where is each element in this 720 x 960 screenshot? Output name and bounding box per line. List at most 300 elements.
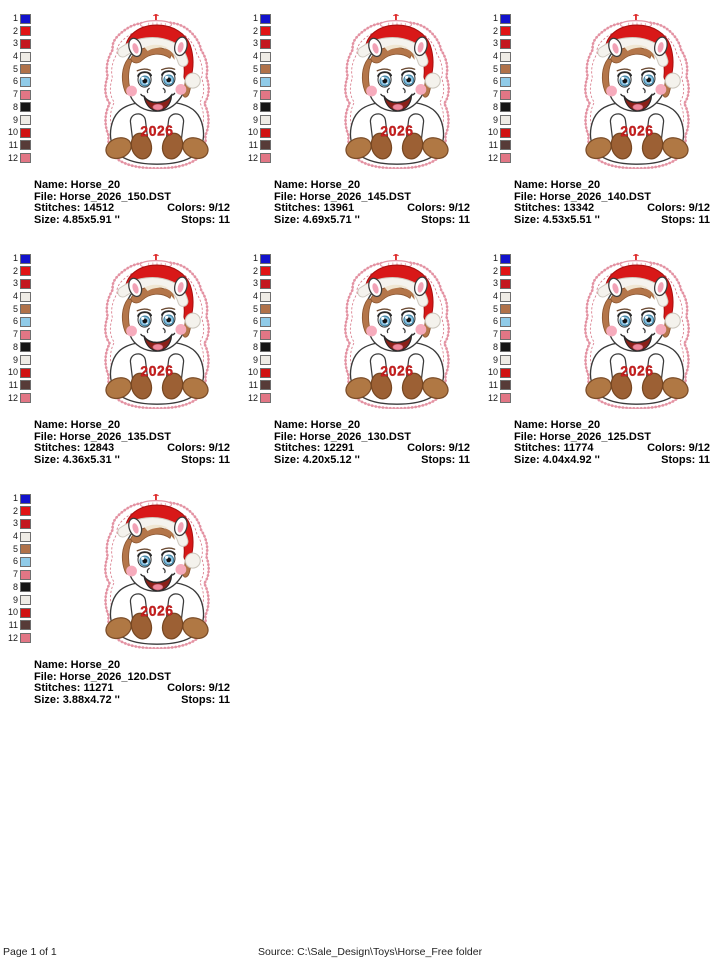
palette-row: [0, 367, 31, 378]
design-thumbnail[interactable]: [343, 252, 451, 410]
palette-row: [240, 89, 271, 100]
palette-row: [240, 367, 271, 378]
thread-color-swatch: [20, 620, 31, 630]
design-card: [0, 490, 240, 730]
stops-field: [181, 215, 230, 227]
thread-number: 12: [247, 152, 258, 163]
palette-row: [0, 329, 31, 340]
thread-color-swatch: [260, 26, 271, 36]
design-thumbnail[interactable]: [583, 12, 691, 170]
palette-row: [0, 620, 31, 631]
palette-row: [480, 64, 511, 75]
thread-number: 11: [8, 619, 18, 630]
stops-label: Stops:: [181, 213, 216, 226]
thread-color-swatch: [20, 532, 31, 542]
size-label: Size:: [274, 213, 300, 226]
thread-color-swatch: [20, 90, 31, 100]
thread-number: 5: [252, 303, 258, 314]
palette-row: [240, 115, 271, 126]
colors-count: 9/12: [688, 202, 710, 214]
thread-number: 5: [492, 63, 498, 74]
palette-row: [480, 291, 511, 302]
size-field: [34, 695, 120, 707]
stops-field: [181, 695, 230, 707]
thread-color-palette: [0, 13, 31, 164]
thread-color-swatch: [260, 77, 271, 87]
stops-field: [661, 455, 710, 467]
thread-color-swatch: [500, 266, 511, 276]
thread-number: 8: [252, 101, 258, 112]
palette-row: [0, 595, 31, 606]
thread-number: 7: [492, 89, 498, 100]
size-field: [514, 215, 600, 227]
design-card: [0, 250, 240, 490]
size-label: Size:: [274, 453, 300, 466]
thread-color-swatch: [260, 115, 271, 125]
thread-color-swatch: [20, 393, 31, 403]
size-field: [514, 455, 600, 467]
thread-number: 2: [252, 265, 258, 276]
palette-row: [240, 140, 271, 151]
palette-row: [0, 26, 31, 37]
palette-row: [480, 253, 511, 264]
thread-number: 9: [12, 354, 18, 365]
palette-row: [0, 531, 31, 542]
thread-number: 1: [12, 493, 18, 503]
stops-count: 11: [218, 693, 230, 706]
thread-number: 5: [12, 543, 18, 554]
palette-row: [240, 153, 271, 164]
thread-color-swatch: [260, 330, 271, 340]
stitch-count: 11271: [83, 682, 114, 694]
design-info: [274, 180, 470, 226]
thread-number: 7: [12, 89, 18, 100]
thread-number: 2: [492, 25, 498, 36]
thread-number: 1: [12, 253, 18, 263]
design-size: 4.20x5.12 '': [302, 453, 360, 466]
thread-color-swatch: [500, 304, 511, 314]
stitches-label: Stitches:: [514, 202, 561, 214]
name-label: Name:: [514, 419, 548, 431]
design-info: [34, 420, 230, 466]
name-label: Name:: [514, 179, 548, 191]
palette-row: [240, 253, 271, 264]
thread-color-swatch: [500, 254, 511, 264]
thread-color-swatch: [20, 317, 31, 327]
thread-number: 10: [247, 127, 258, 138]
palette-row: [480, 26, 511, 37]
palette-row: [0, 291, 31, 302]
palette-row: [480, 380, 511, 391]
size-field: [274, 455, 360, 467]
stitches-label: Stitches:: [514, 442, 561, 454]
palette-row: [480, 89, 511, 100]
thread-color-swatch: [20, 330, 31, 340]
page-indicator: Page 1 of 1: [3, 946, 57, 958]
palette-row: [0, 89, 31, 100]
file-label: File:: [514, 190, 537, 203]
thread-number: 10: [7, 127, 18, 138]
thread-number: 3: [492, 38, 498, 49]
thread-color-swatch: [20, 254, 31, 264]
size-label: Size:: [34, 213, 60, 226]
stops-label: Stops:: [421, 453, 456, 466]
thread-number: 12: [247, 392, 258, 403]
thread-number: 12: [7, 152, 18, 163]
size-label: Size:: [514, 213, 540, 226]
thread-color-palette: [240, 253, 271, 404]
stops-field: [421, 215, 470, 227]
design-info: [34, 180, 230, 226]
palette-row: [0, 304, 31, 315]
stops-field: [181, 455, 230, 467]
design-name: Horse_20: [310, 419, 361, 431]
thread-color-swatch: [500, 90, 511, 100]
design-file: Horse_2026_130.DST: [299, 430, 411, 443]
thread-number: 10: [7, 607, 18, 618]
design-file: Horse_2026_140.DST: [539, 190, 651, 203]
palette-row: [240, 266, 271, 277]
thread-number: 5: [12, 63, 18, 74]
stitches-label: Stitches:: [34, 202, 81, 214]
colors-label: Colors:: [167, 442, 206, 454]
stops-count: 11: [218, 453, 230, 466]
thread-number: 1: [492, 253, 498, 263]
thread-color-swatch: [20, 64, 31, 74]
thread-color-swatch: [500, 317, 511, 327]
horse-ornament-image: [343, 252, 451, 410]
thread-number: 4: [252, 51, 258, 62]
horse-ornament-image: [343, 12, 451, 170]
thread-color-swatch: [20, 633, 31, 643]
thread-color-swatch: [500, 14, 511, 24]
thread-color-swatch: [260, 368, 271, 378]
palette-row: [480, 38, 511, 49]
name-label: Name:: [34, 419, 68, 431]
thread-number: 2: [12, 25, 18, 36]
horse-ornament-image: [103, 12, 211, 170]
thread-color-swatch: [20, 140, 31, 150]
thread-number: 9: [252, 354, 258, 365]
thread-color-swatch: [260, 342, 271, 352]
palette-row: [0, 51, 31, 62]
thread-number: 12: [487, 152, 498, 163]
thread-number: 8: [12, 101, 18, 112]
palette-row: [0, 342, 31, 353]
palette-row: [0, 115, 31, 126]
thread-color-palette: [0, 253, 31, 404]
horse-ornament-image: [103, 252, 211, 410]
palette-row: [480, 76, 511, 87]
name-label: Name:: [34, 179, 68, 191]
stitch-count: 14512: [83, 202, 115, 214]
thread-color-swatch: [260, 254, 271, 264]
thread-color-swatch: [20, 52, 31, 62]
design-name: Horse_20: [550, 419, 601, 431]
thread-number: 1: [12, 13, 18, 23]
file-label: File:: [274, 190, 297, 203]
design-thumbnail[interactable]: [103, 12, 211, 170]
thread-color-palette: [480, 253, 511, 404]
thread-number: 8: [252, 341, 258, 352]
thread-number: 3: [492, 278, 498, 289]
palette-row: [0, 569, 31, 580]
thread-color-swatch: [20, 115, 31, 125]
thread-color-swatch: [260, 317, 271, 327]
thread-color-swatch: [20, 557, 31, 567]
palette-row: [0, 607, 31, 618]
thread-number: 5: [492, 303, 498, 314]
design-info: [514, 180, 710, 226]
thread-color-swatch: [500, 393, 511, 403]
palette-row: [0, 278, 31, 289]
thread-number: 6: [12, 76, 18, 87]
palette-row: [480, 102, 511, 113]
palette-row: [480, 51, 511, 62]
palette-row: [480, 329, 511, 340]
stops-label: Stops:: [661, 453, 696, 466]
file-label: File:: [34, 430, 57, 443]
thread-number: 5: [252, 63, 258, 74]
thread-color-swatch: [260, 39, 271, 49]
thread-number: 3: [12, 38, 18, 49]
thread-color-swatch: [260, 128, 271, 138]
thread-number: 2: [12, 505, 18, 516]
thread-color-swatch: [20, 26, 31, 36]
stops-label: Stops:: [181, 453, 216, 466]
thread-color-swatch: [500, 39, 511, 49]
thread-color-swatch: [260, 52, 271, 62]
thread-number: 7: [252, 89, 258, 100]
palette-row: [0, 518, 31, 529]
size-label: Size:: [34, 453, 60, 466]
thread-number: 4: [12, 531, 18, 542]
design-info: [514, 420, 710, 466]
palette-row: [240, 102, 271, 113]
colors-label: Colors:: [647, 202, 686, 214]
design-thumbnail[interactable]: [103, 252, 211, 410]
design-catalog: [0, 10, 720, 730]
horse-ornament-image: [583, 12, 691, 170]
colors-count: 9/12: [208, 202, 230, 214]
thread-color-swatch: [20, 128, 31, 138]
palette-row: [0, 633, 31, 644]
name-label: Name:: [274, 179, 308, 191]
design-file: Horse_2026_125.DST: [539, 430, 651, 443]
palette-row: [480, 115, 511, 126]
palette-row: [480, 393, 511, 404]
stops-field: [421, 455, 470, 467]
palette-row: [240, 355, 271, 366]
thread-color-swatch: [500, 52, 511, 62]
thread-number: 2: [492, 265, 498, 276]
thread-number: 6: [492, 76, 498, 87]
stops-label: Stops:: [181, 693, 216, 706]
palette-row: [0, 76, 31, 87]
palette-row: [480, 127, 511, 138]
palette-row: [0, 380, 31, 391]
colors-label: Colors:: [167, 682, 206, 694]
stitches-label: Stitches:: [274, 202, 321, 214]
design-size: 4.04x4.92 '': [542, 453, 600, 466]
thread-color-swatch: [500, 128, 511, 138]
palette-row: [480, 355, 511, 366]
colors-label: Colors:: [407, 442, 446, 454]
colors-label: Colors:: [647, 442, 686, 454]
design-info: [274, 420, 470, 466]
design-card: [480, 250, 720, 490]
stops-count: 11: [698, 453, 710, 466]
palette-row: [480, 140, 511, 151]
thread-number: 4: [12, 51, 18, 62]
size-field: [34, 455, 120, 467]
thread-color-swatch: [260, 393, 271, 403]
thread-number: 11: [488, 379, 498, 390]
thread-number: 2: [12, 265, 18, 276]
palette-row: [240, 38, 271, 49]
design-card: [480, 10, 720, 250]
thread-color-swatch: [500, 77, 511, 87]
design-size: 4.36x5.31 '': [62, 453, 120, 466]
design-name: Horse_20: [310, 179, 361, 191]
thread-color-swatch: [260, 266, 271, 276]
thread-number: 7: [12, 329, 18, 340]
stitches-label: Stitches:: [34, 682, 81, 694]
thread-color-swatch: [500, 102, 511, 112]
thread-color-swatch: [260, 64, 271, 74]
design-size: 4.85x5.91 '': [62, 213, 120, 226]
thread-color-swatch: [260, 102, 271, 112]
design-thumbnail[interactable]: [343, 12, 451, 170]
file-label: File:: [34, 670, 57, 683]
palette-row: [480, 266, 511, 277]
thread-number: 9: [252, 114, 258, 125]
design-card: [240, 250, 480, 490]
palette-row: [0, 38, 31, 49]
palette-row: [0, 253, 31, 264]
thread-color-swatch: [20, 544, 31, 554]
thread-number: 3: [12, 278, 18, 289]
palette-row: [480, 367, 511, 378]
palette-row: [240, 329, 271, 340]
thread-number: 9: [12, 594, 18, 605]
stitches-label: Stitches:: [34, 442, 81, 454]
thread-color-swatch: [500, 140, 511, 150]
design-thumbnail[interactable]: [583, 252, 691, 410]
stitch-count: 13342: [563, 202, 595, 214]
colors-count: 9/12: [208, 682, 230, 694]
colors-count: 9/12: [448, 442, 470, 454]
thread-color-swatch: [20, 102, 31, 112]
palette-row: [0, 393, 31, 404]
palette-row: [240, 316, 271, 327]
thread-color-swatch: [260, 304, 271, 314]
palette-row: [240, 342, 271, 353]
palette-row: [0, 266, 31, 277]
thread-color-swatch: [20, 355, 31, 365]
palette-row: [240, 278, 271, 289]
thread-color-swatch: [20, 342, 31, 352]
thread-color-palette: [240, 13, 271, 164]
source-path: Source: C:\Sale_Design\Toys\Horse_Free folder: [258, 946, 483, 958]
stitch-count: 12291: [323, 442, 355, 454]
palette-row: [240, 291, 271, 302]
thread-number: 1: [252, 13, 258, 23]
thread-color-swatch: [20, 368, 31, 378]
status-bar: [0, 944, 720, 958]
thread-color-swatch: [500, 380, 511, 390]
design-name: Horse_20: [70, 659, 121, 671]
thread-color-swatch: [500, 355, 511, 365]
thread-color-swatch: [20, 292, 31, 302]
design-size: 3.88x4.72 '': [62, 693, 120, 706]
thread-number: 4: [492, 291, 498, 302]
palette-row: [0, 13, 31, 24]
thread-color-swatch: [20, 279, 31, 289]
thread-number: 12: [7, 392, 18, 403]
palette-row: [240, 76, 271, 87]
thread-color-swatch: [500, 368, 511, 378]
stops-count: 11: [458, 453, 470, 466]
palette-row: [0, 493, 31, 504]
stops-label: Stops:: [661, 213, 696, 226]
thread-number: 3: [12, 518, 18, 529]
palette-row: [240, 13, 271, 24]
size-field: [274, 215, 360, 227]
name-label: Name:: [34, 659, 68, 671]
palette-row: [0, 544, 31, 555]
thread-number: 10: [247, 367, 258, 378]
thread-color-palette: [480, 13, 511, 164]
thread-color-palette: [0, 493, 31, 644]
thread-number: 1: [252, 253, 258, 263]
thread-number: 1: [492, 13, 498, 23]
palette-row: [480, 342, 511, 353]
design-card: [0, 10, 240, 250]
colors-count: 9/12: [208, 442, 230, 454]
stops-count: 11: [458, 213, 470, 226]
thread-color-swatch: [500, 330, 511, 340]
thread-number: 7: [12, 569, 18, 580]
palette-row: [240, 304, 271, 315]
thread-color-swatch: [20, 570, 31, 580]
palette-row: [0, 64, 31, 75]
palette-row: [240, 127, 271, 138]
horse-ornament-image: [103, 492, 211, 650]
thread-color-swatch: [20, 304, 31, 314]
thread-number: 11: [8, 139, 18, 150]
thread-color-swatch: [20, 506, 31, 516]
palette-row: [0, 316, 31, 327]
palette-row: [480, 278, 511, 289]
thread-number: 8: [12, 341, 18, 352]
thread-color-swatch: [20, 14, 31, 24]
stops-label: Stops:: [421, 213, 456, 226]
palette-row: [480, 153, 511, 164]
thread-number: 9: [492, 114, 498, 125]
design-thumbnail[interactable]: [103, 492, 211, 650]
thread-color-swatch: [500, 279, 511, 289]
name-label: Name:: [274, 419, 308, 431]
thread-color-swatch: [500, 115, 511, 125]
palette-row: [240, 393, 271, 404]
palette-row: [0, 153, 31, 164]
stitch-count: 12843: [83, 442, 115, 454]
thread-number: 9: [492, 354, 498, 365]
thread-color-swatch: [260, 292, 271, 302]
thread-color-swatch: [20, 380, 31, 390]
thread-color-swatch: [20, 153, 31, 163]
